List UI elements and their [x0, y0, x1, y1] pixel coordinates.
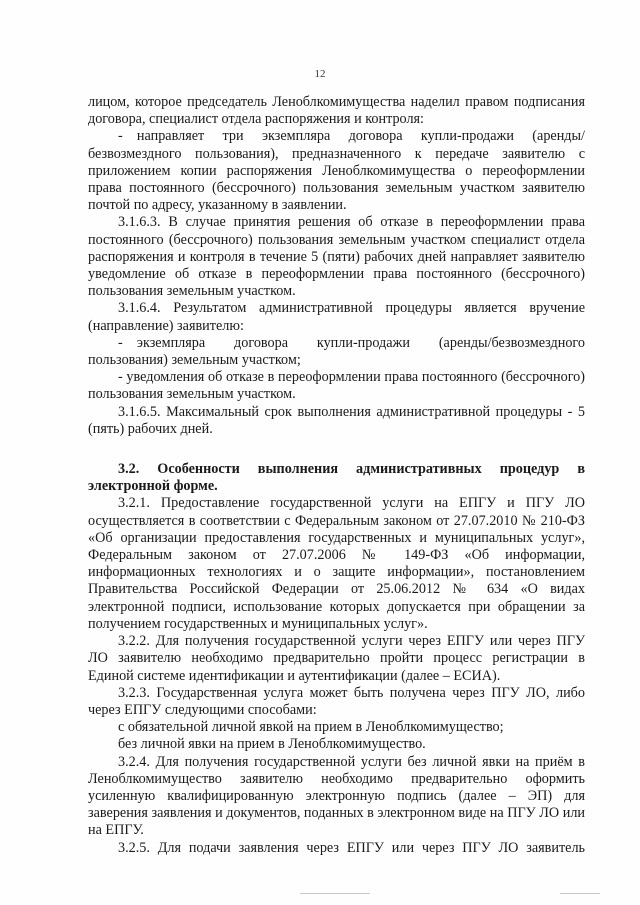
list-item: - направляет три экземпляра договора купли-продажи (аренды/безвозмездного пользования), предназначенного к передаче заявителю с приложением копии распоряжения Леноблкомимущества о переоформлении права постоянного (бессрочного) пользования земельным участком заявителю почтой по адресу, указанному в заявлении.: [88, 128, 585, 214]
paragraph: 3.1.6.4. Результатом административной процедуры является вручение (направление) заявителю:: [88, 300, 585, 334]
paragraph: лицом, которое председатель Леноблкомимущества наделил правом подписания договора, специалист отдела распоряжения и контроля:: [88, 94, 585, 128]
scan-artifact-line: [560, 893, 600, 894]
paragraph: 3.2.4. Для получения государственной услуги без личной явки на приём в Леноблкомимущество заявителю необходимо предварительно оформить усиленную квалифицированную электронную подпись (далее – ЭП) для заверения заявления и документов, поданных в электронном виде на ПГУ ЛО или на ЕПГУ.: [88, 753, 585, 839]
page-number: 12: [314, 68, 326, 80]
section-spacer: [88, 438, 585, 461]
paragraph: 3.1.6.5. Максимальный срок выполнения административной процедуры - 5 (пять) рабочих дней.: [88, 403, 585, 437]
paragraph: 3.2.2. Для получения государственной услуги через ЕПГУ или через ПГУ ЛО заявителю необходимо предварительно пройти процесс регистрации в Единой системе идентификации и аутентификации (далее – ЕСИА).: [88, 633, 585, 684]
document-body: [88, 94, 585, 857]
section-heading: 3.2. Особенности выполнения административных процедур в электронной форме.: [88, 461, 585, 495]
paragraph: 3.2.1. Предоставление государственной услуги на ЕПГУ и ПГУ ЛО осуществляется в соответствии с Федеральным законом от 27.07.2010 № 210-ФЗ «Об организации предоставления государственных и муниципальных услуг», Федеральным законом от 27.07.2006 № 149-ФЗ «Об информации, информационных технологиях и о защите информации», постановлением Правительства Российской Федерации от 25.06.2012 № 634 «О видах электронной подписи, использование которых допускается при обращении за получением государственных и муниципальных услуг».: [88, 495, 585, 632]
list-item: - уведомления об отказе в переоформлении права постоянного (бессрочного) пользования земельным участком.: [88, 369, 585, 403]
paragraph: 3.2.3. Государственная услуга может быть получена через ПГУ ЛО, либо через ЕПГУ следующими способами:: [88, 684, 585, 718]
list-item: - экземпляра договора купли-продажи (аренды/безвозмездного пользования) земельным участком;: [88, 334, 585, 369]
list-item: без личной явки на прием в Леноблкомимущество.: [118, 736, 426, 753]
scan-artifact-line: [300, 893, 370, 894]
paragraph: 3.2.5. Для подачи заявления через ЕПГУ или через ПГУ ЛО заявитель: [118, 839, 585, 856]
paragraph: 3.1.6.3. В случае принятия решения об отказе в переоформлении права постоянного (бессрочного) пользования земельным участком специалист отдела распоряжения и контроля в течение 5 (пяти) рабочих дней направляет заявителю уведомление об отказе в переоформлении права постоянного (бессрочного) пользования земельным участком.: [88, 214, 585, 300]
list-item: с обязательной личной явкой на прием в Леноблкомимущество;: [118, 719, 504, 736]
